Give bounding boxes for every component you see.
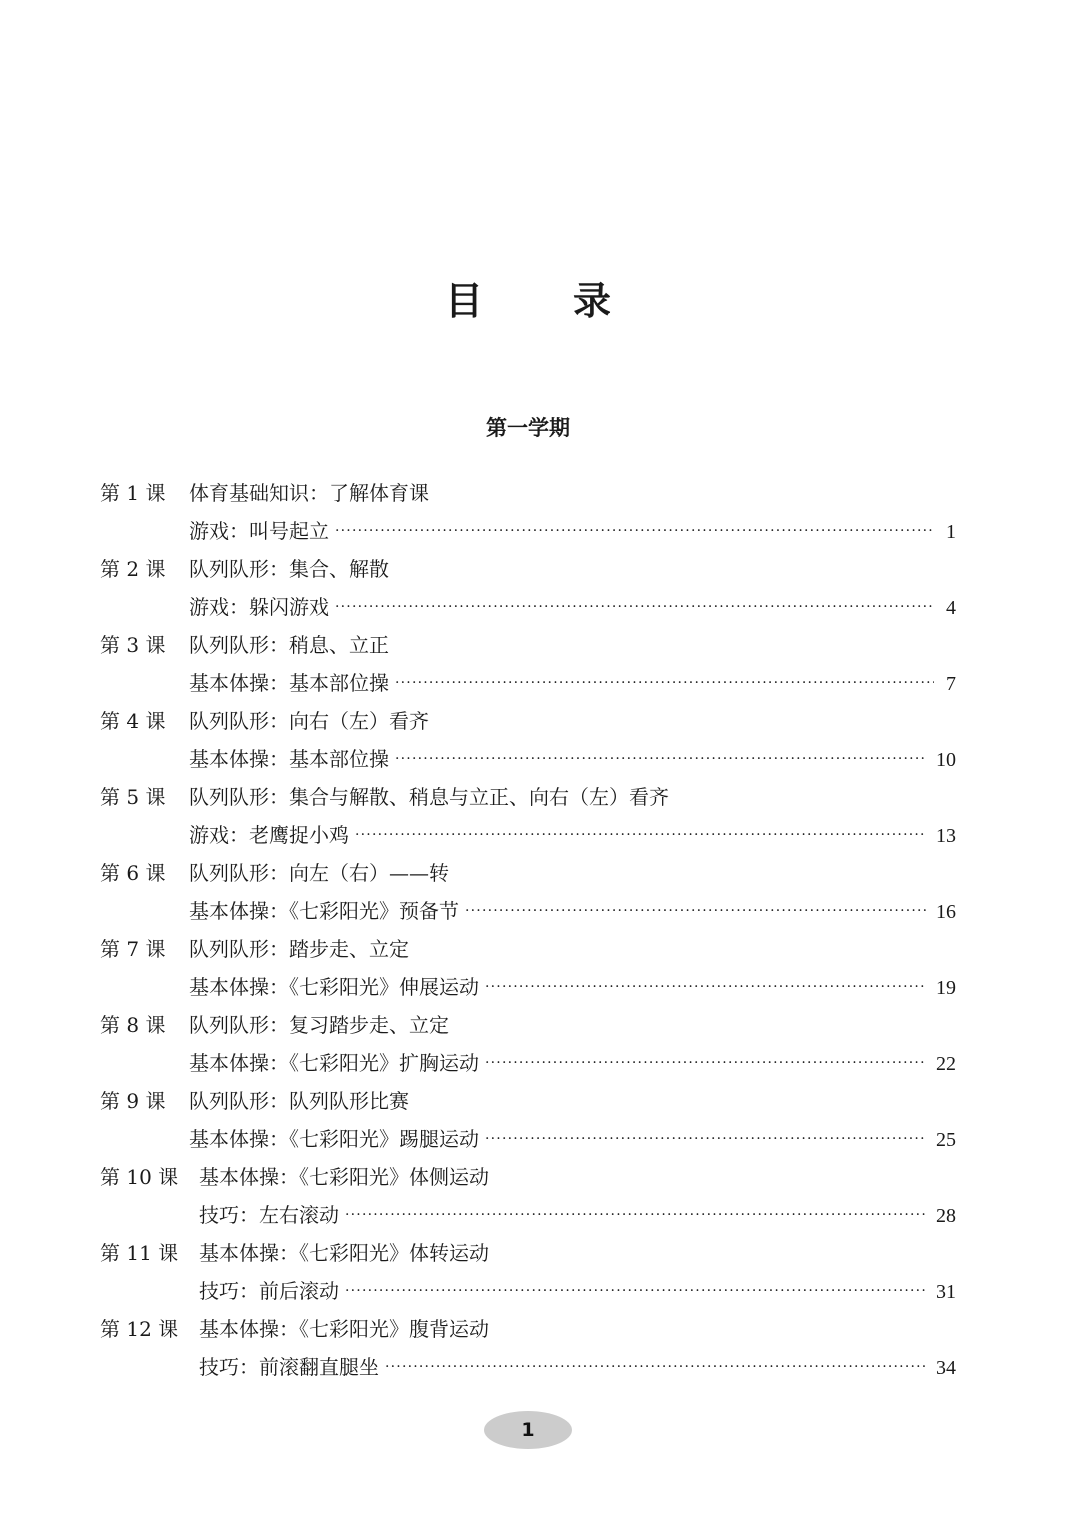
toc-entry[interactable] bbox=[100, 588, 956, 626]
toc-lesson-row bbox=[100, 1234, 956, 1272]
lesson-topic: 队列队形：队列队形比赛 bbox=[189, 1089, 409, 1113]
lesson-label: 第 5 课 bbox=[100, 785, 166, 809]
dot-leader bbox=[335, 512, 934, 550]
toc-entry[interactable] bbox=[100, 1044, 956, 1082]
lesson-topic: 队列队形：复习踏步走、立定 bbox=[189, 1013, 449, 1037]
dot-leader bbox=[485, 968, 926, 1006]
toc-entry[interactable] bbox=[100, 1196, 956, 1234]
toc-entry[interactable] bbox=[100, 512, 956, 550]
page-number: 4 bbox=[946, 597, 956, 619]
lesson-label: 第 12 课 bbox=[100, 1317, 179, 1341]
entry-title: 游戏：叫号起立 bbox=[189, 519, 329, 543]
page-number: 19 bbox=[936, 977, 956, 999]
toc-entry[interactable] bbox=[100, 1120, 956, 1158]
entry-title: 游戏：老鹰捉小鸡 bbox=[189, 823, 349, 847]
dot-leader bbox=[395, 740, 926, 778]
page-number: 28 bbox=[936, 1205, 956, 1227]
toc-lesson-row bbox=[100, 626, 956, 664]
dot-leader bbox=[345, 1196, 926, 1234]
dot-leader bbox=[355, 816, 926, 854]
toc-lesson-row bbox=[100, 474, 956, 512]
toc-lesson-row bbox=[100, 854, 956, 892]
term-heading: 第一学期 bbox=[486, 416, 570, 440]
toc-lesson-row bbox=[100, 1006, 956, 1044]
toc-entry[interactable] bbox=[100, 1272, 956, 1310]
toc-entry[interactable] bbox=[100, 892, 956, 930]
entry-title: 基本体操：《七彩阳光》踢腿运动 bbox=[189, 1127, 479, 1151]
lesson-topic: 队列队形：稍息、立正 bbox=[189, 633, 389, 657]
toc-lesson-row bbox=[100, 1158, 956, 1196]
lesson-topic: 基本体操：《七彩阳光》体转运动 bbox=[199, 1241, 489, 1265]
lesson-label: 第 6 课 bbox=[100, 861, 166, 885]
lesson-label: 第 1 课 bbox=[100, 481, 166, 505]
dot-leader bbox=[395, 664, 934, 702]
toc-lesson-row bbox=[100, 778, 956, 816]
lesson-label: 第 11 课 bbox=[100, 1241, 179, 1265]
lesson-topic: 队列队形：踏步走、立定 bbox=[189, 937, 409, 961]
lesson-label: 第 8 课 bbox=[100, 1013, 166, 1037]
page-number: 34 bbox=[936, 1357, 956, 1379]
lesson-topic: 队列队形：向左（右）——转 bbox=[189, 861, 449, 885]
page-number: 13 bbox=[936, 825, 956, 847]
lesson-label: 第 9 课 bbox=[100, 1089, 166, 1113]
lesson-topic: 队列队形：集合与解散、稍息与立正、向右（左）看齐 bbox=[189, 785, 669, 809]
title-char-1: 目 bbox=[444, 279, 483, 323]
page-number: 7 bbox=[946, 673, 956, 695]
page-number: 16 bbox=[936, 901, 956, 923]
lesson-topic: 基本体操：《七彩阳光》腹背运动 bbox=[199, 1317, 489, 1341]
entry-title: 技巧：前滚翻直腿坐 bbox=[199, 1355, 379, 1379]
page-title bbox=[0, 270, 1056, 325]
dot-leader bbox=[465, 892, 926, 930]
page-number: 25 bbox=[936, 1129, 956, 1151]
entry-title: 基本体操：基本部位操 bbox=[189, 671, 389, 695]
toc-entry[interactable] bbox=[100, 1348, 956, 1386]
entry-title: 基本体操：《七彩阳光》伸展运动 bbox=[189, 975, 479, 999]
dot-leader bbox=[345, 1272, 926, 1310]
table-of-contents bbox=[100, 474, 956, 1386]
lesson-label: 第 7 课 bbox=[100, 937, 166, 961]
lesson-topic: 基本体操：《七彩阳光》体侧运动 bbox=[199, 1165, 489, 1189]
lesson-topic: 队列队形：集合、解散 bbox=[189, 557, 389, 581]
entry-title: 技巧：前后滚动 bbox=[199, 1279, 339, 1303]
dot-leader bbox=[485, 1120, 926, 1158]
entry-title: 基本体操：《七彩阳光》扩胸运动 bbox=[189, 1051, 479, 1075]
page-number-badge: 1 bbox=[484, 1411, 572, 1449]
lesson-topic: 体育基础知识：了解体育课 bbox=[189, 481, 429, 505]
lesson-label: 第 10 课 bbox=[100, 1165, 179, 1189]
entry-title: 基本体操：基本部位操 bbox=[189, 747, 389, 771]
lesson-label: 第 4 课 bbox=[100, 709, 166, 733]
entry-title: 技巧：左右滚动 bbox=[199, 1203, 339, 1227]
toc-entry[interactable] bbox=[100, 740, 956, 778]
lesson-topic: 队列队形：向右（左）看齐 bbox=[189, 709, 429, 733]
toc-lesson-row bbox=[100, 1310, 956, 1348]
lesson-label: 第 3 课 bbox=[100, 633, 166, 657]
toc-entry[interactable] bbox=[100, 816, 956, 854]
lesson-label: 第 2 课 bbox=[100, 557, 166, 581]
page-number: 10 bbox=[936, 749, 956, 771]
dot-leader bbox=[385, 1348, 926, 1386]
page-number: 1 bbox=[946, 521, 956, 543]
page-number: 22 bbox=[936, 1053, 956, 1075]
toc-lesson-row bbox=[100, 702, 956, 740]
dot-leader bbox=[485, 1044, 926, 1082]
toc-entry[interactable] bbox=[100, 664, 956, 702]
toc-lesson-row bbox=[100, 930, 956, 968]
title-char-2: 录 bbox=[573, 279, 612, 323]
toc-lesson-row bbox=[100, 550, 956, 588]
entry-title: 基本体操：《七彩阳光》预备节 bbox=[189, 899, 459, 923]
entry-title: 游戏：躲闪游戏 bbox=[189, 595, 329, 619]
dot-leader bbox=[335, 588, 934, 626]
page-number: 31 bbox=[936, 1281, 956, 1303]
toc-lesson-row bbox=[100, 1082, 956, 1120]
toc-entry[interactable] bbox=[100, 968, 956, 1006]
